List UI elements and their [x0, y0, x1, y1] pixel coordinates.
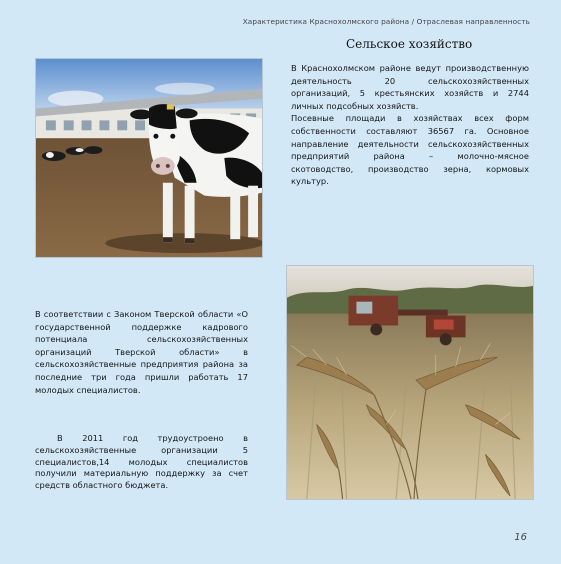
cow-photo-illustration	[36, 59, 262, 257]
page-number: 16	[514, 532, 527, 543]
paragraph-2011-employment: В 2011 год трудоустроено в сельскохозяйственные организации 5 специалистов,14 молодых специалистов получили материальную поддержку за счет средств областного бюджета.	[35, 433, 248, 491]
wheat-photo	[286, 265, 534, 500]
paragraph-organizations: В Краснохолмском районе ведут производственную деятельность 20 сельскохозяйственных организаций, 5 крестьянских хозяйств и 2744 личных подсобных хозяйств.	[291, 63, 529, 111]
employment-2011-text-block	[35, 433, 248, 492]
support-law-text-block	[35, 308, 248, 396]
intro-text-block	[291, 62, 529, 188]
running-header: Характеристика Краснохолмского района / Отраслевая направленность	[242, 17, 530, 26]
paragraph-sown-areas: Посевные площади в хозяйствах всех форм собственности составляют 36567 га. Основное направление деятельности сельскохозяйственных предприятий района – молочно-мясное скотоводство, производство зерна, кормовых культур.	[291, 113, 529, 187]
paragraph-young-specialists: В соответствии с Законом Тверской области «О государственной поддержке кадрового потенциала сельскохозяйственных организаций Тверской области» в сельскохозяйственные предприятия района за последние три года пришли работать 17 молодых специалистов.	[35, 309, 248, 395]
wheat-photo-illustration	[287, 266, 533, 499]
cow-photo	[35, 58, 263, 258]
section-title: Сельское хозяйство	[346, 37, 473, 51]
